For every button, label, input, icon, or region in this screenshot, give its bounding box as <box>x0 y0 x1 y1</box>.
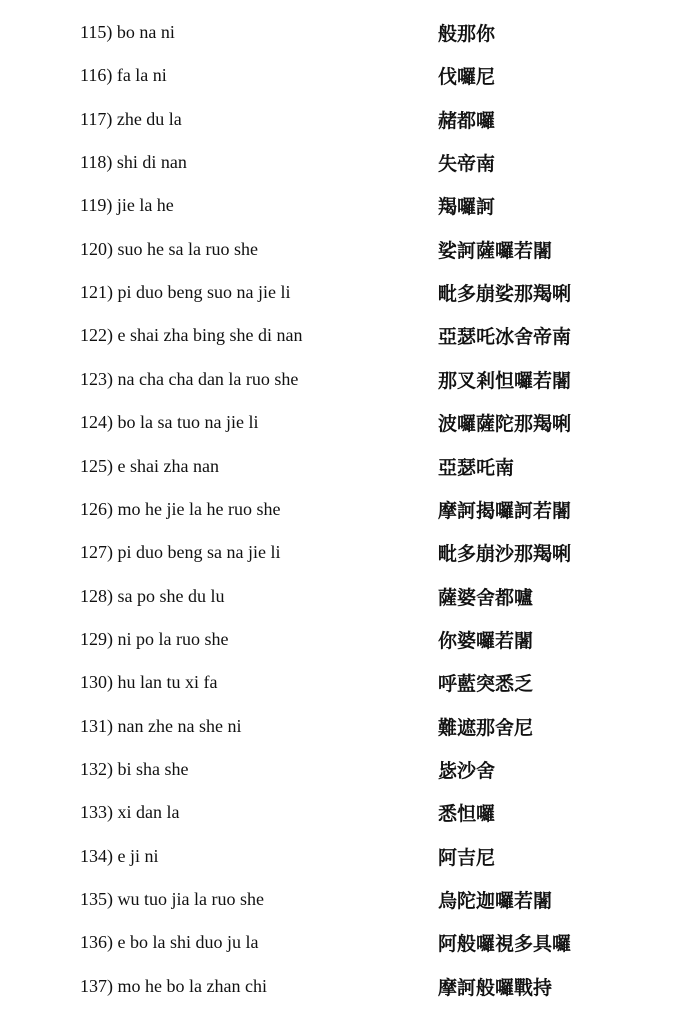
list-item <box>0 150 686 180</box>
list-item <box>0 670 686 700</box>
romanized-text: 124) bo la sa tuo na jie li <box>80 412 259 433</box>
list-item <box>0 800 686 830</box>
chinese-text: 你婆囉若闍 <box>438 629 534 652</box>
list-item <box>0 323 686 353</box>
chinese-text: 阿吉尼 <box>438 846 496 869</box>
romanized-text: 120) suo he sa la ruo she <box>80 238 258 259</box>
chinese-text: 娑訶薩囉若闍 <box>438 239 553 262</box>
list-item <box>0 714 686 744</box>
list-item <box>0 20 686 50</box>
chinese-text: 呼藍突悉乏 <box>438 673 534 696</box>
romanized-text: 134) e ji ni <box>80 845 159 866</box>
chinese-text: 毗多崩娑那羯唎 <box>438 283 572 306</box>
chinese-text: 那叉剎怛囉若闍 <box>438 369 572 392</box>
romanized-text: 117) zhe du la <box>80 108 182 129</box>
list-item <box>0 930 686 960</box>
romanized-text: 123) na cha cha dan la ruo she <box>80 368 299 389</box>
list-item <box>0 193 686 223</box>
list-item <box>0 280 686 310</box>
chinese-text: 悉怛囉 <box>438 803 496 826</box>
list-item <box>0 237 686 267</box>
romanized-text: 137) mo he bo la zhan chi <box>80 975 267 996</box>
romanized-text: 116) fa la ni <box>80 65 167 86</box>
romanized-text: 131) nan zhe na she ni <box>80 715 242 736</box>
chinese-text: 毖沙舍 <box>438 760 496 782</box>
romanized-text: 136) e bo la shi duo ju la <box>80 932 259 953</box>
chinese-text: 毗多崩沙那羯唎 <box>438 543 572 566</box>
chinese-text: 赭都囉 <box>438 109 496 132</box>
romanized-text: 129) ni po la ruo she <box>80 628 229 649</box>
list-item <box>0 887 686 917</box>
chinese-text: 薩婆舍都嚧 <box>438 586 534 609</box>
chinese-text: 波囉薩陀那羯唎 <box>438 413 572 436</box>
chinese-text: 亞瑟吒南 <box>438 456 515 479</box>
chinese-text: 難遮那舍尼 <box>438 716 534 739</box>
chinese-text: 摩訶揭囉訶若闍 <box>438 499 572 522</box>
romanized-text: 121) pi duo beng suo na jie li <box>80 282 291 303</box>
romanized-text: 115) bo na ni <box>80 22 175 42</box>
romanized-text: 119) jie la he <box>80 195 174 216</box>
chinese-text: 亞瑟吒冰舍帝南 <box>438 326 572 349</box>
list-item <box>0 107 686 137</box>
list-item <box>0 844 686 874</box>
list-item <box>0 540 686 570</box>
romanized-text: 132) bi sha she <box>80 759 189 779</box>
chinese-text: 羯囉訶 <box>438 196 496 219</box>
chinese-text: 般那你 <box>438 23 496 45</box>
list-item <box>0 497 686 527</box>
chinese-text: 烏陀迦囉若闍 <box>438 890 553 912</box>
romanized-text: 130) hu lan tu xi fa <box>80 672 218 693</box>
list-item <box>0 410 686 440</box>
list-item <box>0 454 686 484</box>
list-item <box>0 584 686 614</box>
romanized-text: 128) sa po she du lu <box>80 585 225 606</box>
chinese-text: 伐囉尼 <box>438 66 496 89</box>
chinese-text: 阿般囉視多具囉 <box>438 933 572 956</box>
list-item <box>0 757 686 787</box>
list-item <box>0 627 686 657</box>
chinese-text: 失帝南 <box>438 153 496 176</box>
romanized-text: 125) e shai zha nan <box>80 455 219 476</box>
list-item <box>0 63 686 93</box>
romanized-text: 127) pi duo beng sa na jie li <box>80 542 281 563</box>
romanized-text: 135) wu tuo jia la ruo she <box>80 889 264 909</box>
romanized-text: 133) xi dan la <box>80 802 180 823</box>
romanized-text: 122) e shai zha bing she di nan <box>80 325 303 346</box>
chinese-text: 摩訶般囉戰持 <box>438 976 553 999</box>
list-item <box>0 367 686 397</box>
romanized-text: 126) mo he jie la he ruo she <box>80 498 281 519</box>
romanized-text: 118) shi di nan <box>80 152 187 173</box>
list-item <box>0 974 686 1004</box>
